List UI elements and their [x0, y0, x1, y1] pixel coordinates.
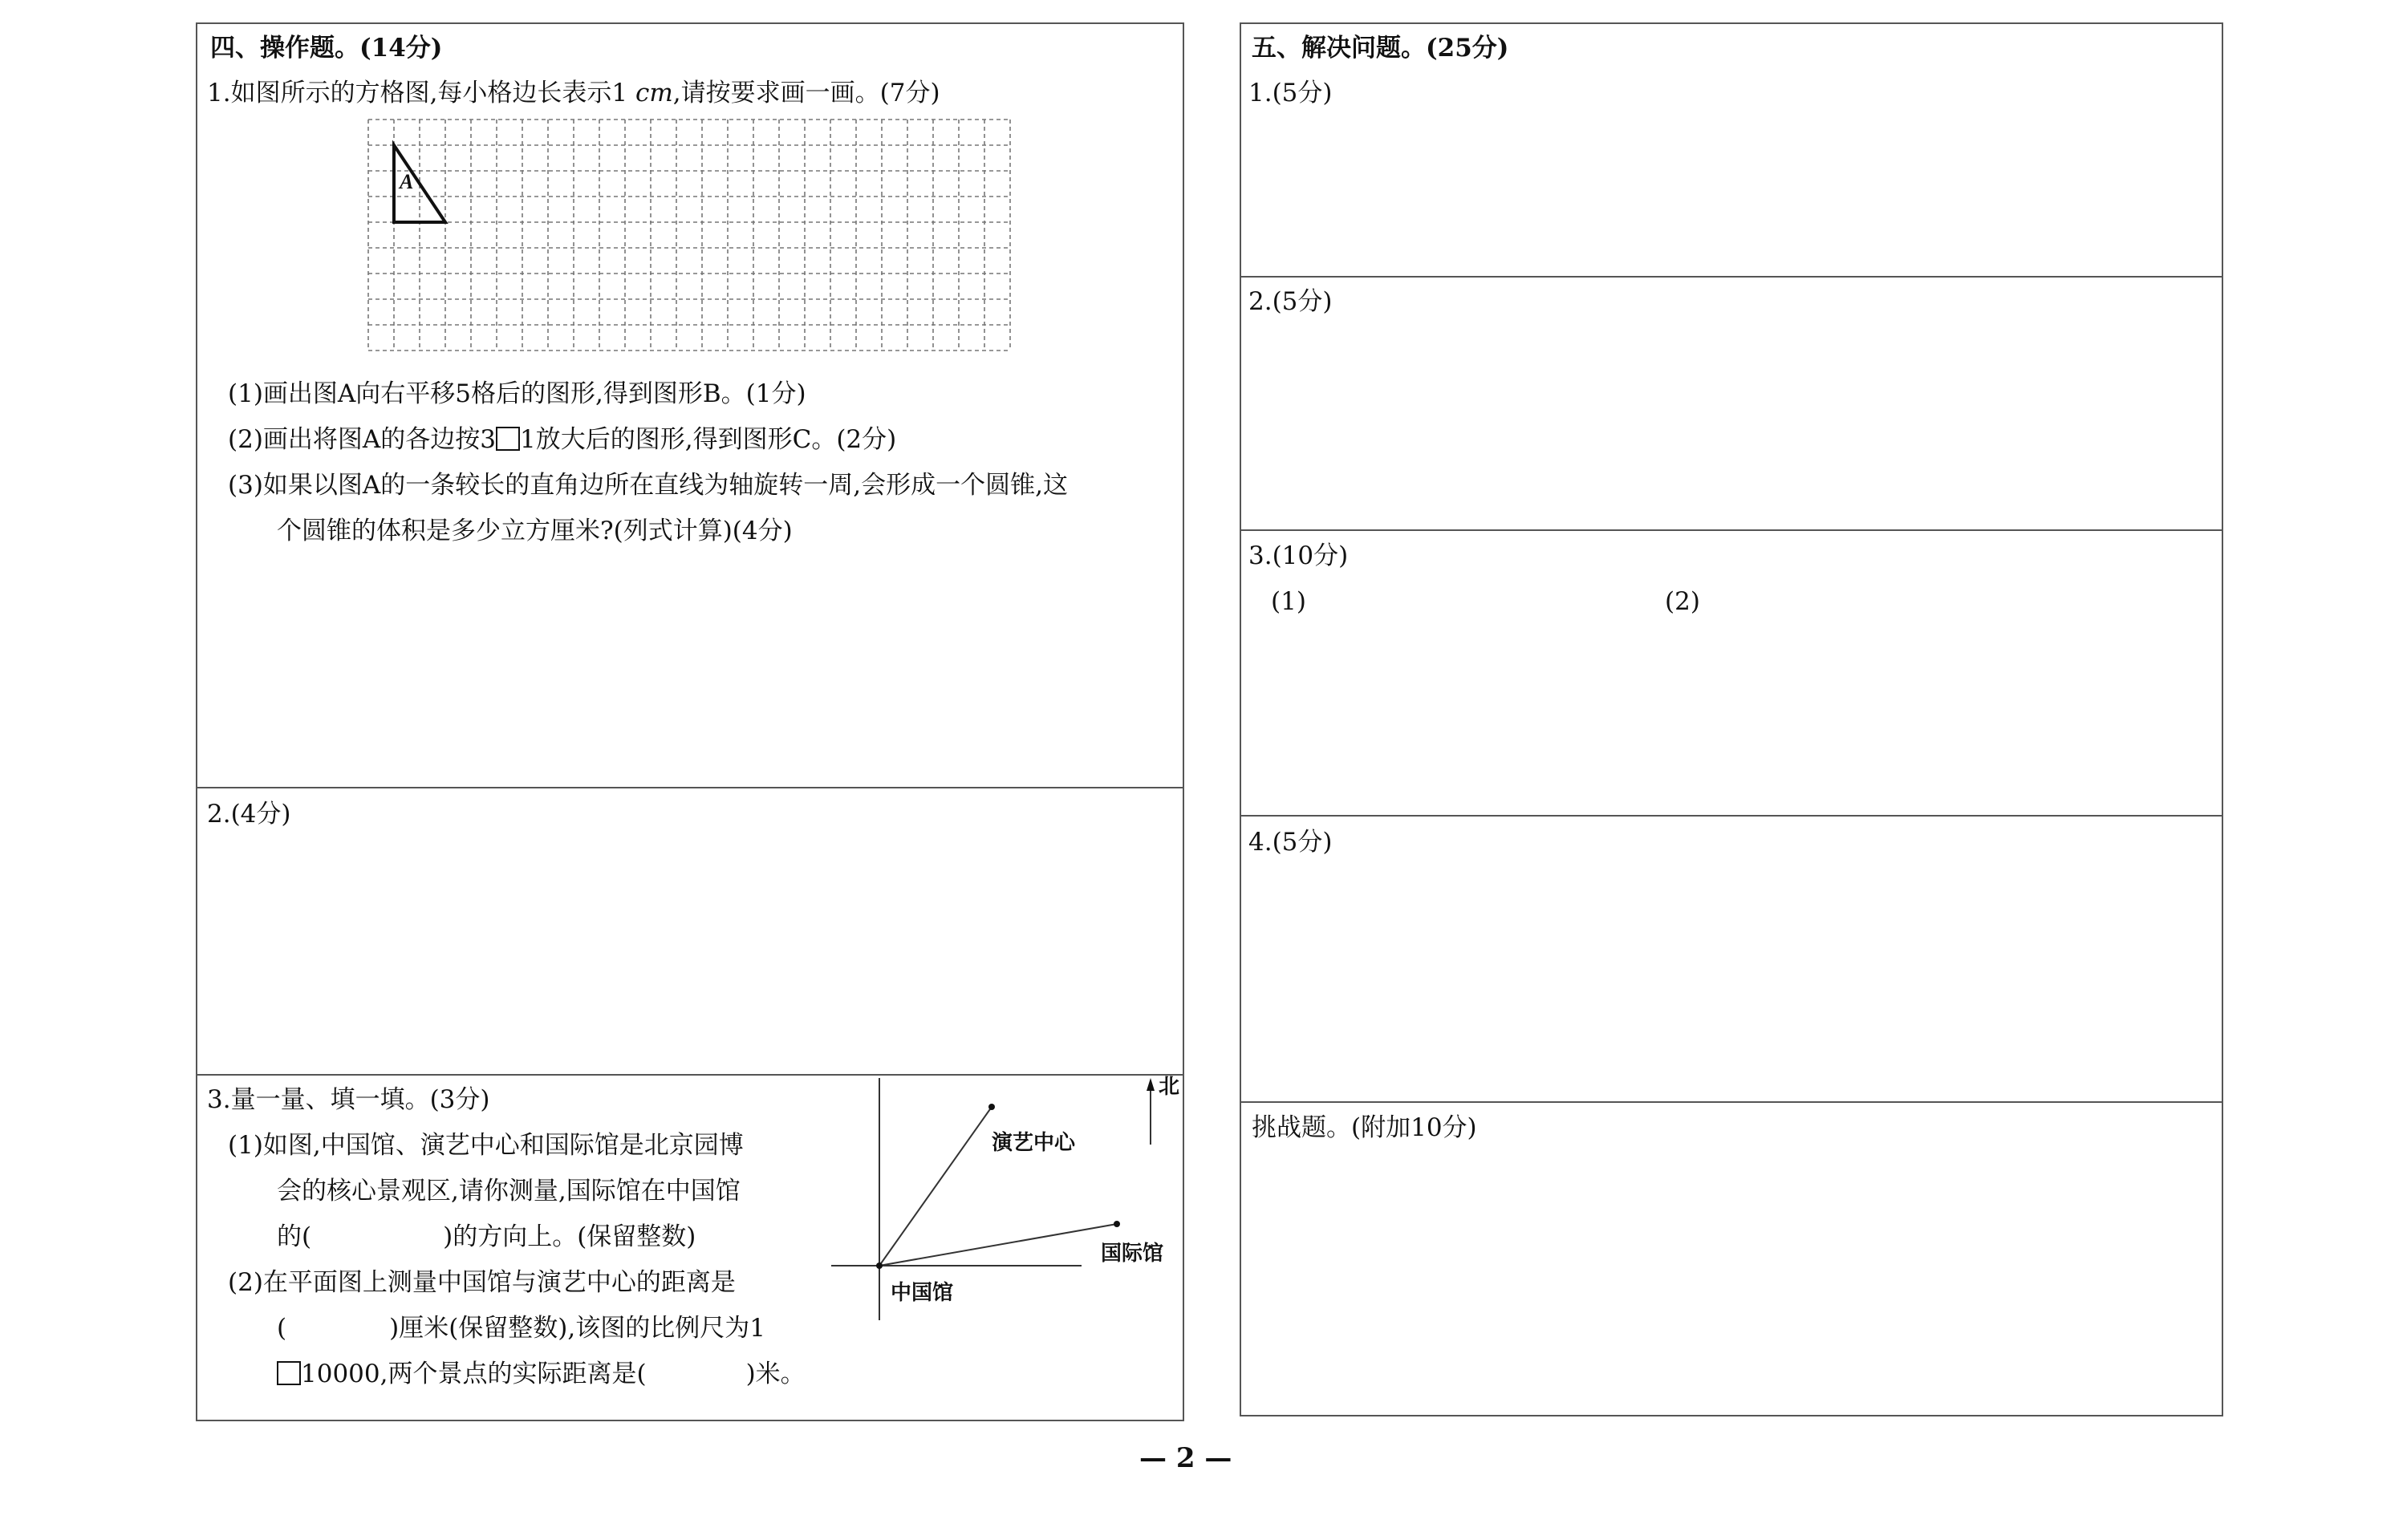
ratio-box[interactable] — [496, 427, 520, 451]
right-q1-label: 1.(5分) — [1248, 79, 1333, 107]
right-q2-label: 2.(5分) — [1248, 287, 1333, 316]
q3-sub2-line3 — [277, 1358, 806, 1390]
q3-sub1-line3 — [277, 1221, 696, 1253]
q3-sub2-line2-a: ( — [277, 1314, 287, 1343]
q3-sub1-line2: 会的核心景观区,请你测量,国际馆在中国馆 — [277, 1177, 741, 1206]
challenge-label: 挑战题。(附加10分) — [1252, 1113, 1477, 1142]
q1-prompt-a: 1.如图所示的方格图,每小格边长表示1 — [207, 79, 628, 107]
section-four-title: 四、操作题。(14分) — [210, 34, 443, 63]
right-q3-label: 3.(10分) — [1248, 541, 1349, 570]
q3-sub2-line1: (2)在平面图上测量中国馆与演艺中心的距离是 — [228, 1268, 736, 1297]
right-q4-label: 4.(5分) — [1248, 828, 1333, 857]
right-divider-1 — [1240, 276, 2223, 278]
right-divider-4 — [1240, 1101, 2223, 1103]
triangle-a-label: A — [400, 170, 414, 193]
china-pavilion-point — [876, 1262, 883, 1269]
intl-pavilion-label: 国际馆 — [1101, 1242, 1164, 1266]
intl-pavilion-point — [1114, 1221, 1120, 1227]
q3-sub1-line1: (1)如图,中国馆、演艺中心和国际馆是北京园博 — [228, 1131, 744, 1160]
north-arrow-head — [1147, 1078, 1155, 1091]
north-label: 北 — [1159, 1075, 1180, 1099]
q3-sub2-line3-a: 10000,两个景点的实际距离是( — [301, 1360, 647, 1388]
grid-lines — [368, 120, 1010, 351]
q3-sub1-line3-a: 的( — [277, 1222, 312, 1251]
right-divider-2 — [1240, 529, 2223, 531]
q3-sub2-line2 — [277, 1312, 765, 1344]
q1-sub3-line1: (3)如果以图A的一条较长的直角边所在直线为轴旋转一周,会形成一个圆锥,这 — [228, 471, 1069, 500]
left-divider-1 — [196, 787, 1184, 788]
q3-sub2-line2-b: )厘米(保留整数),该图的比例尺为1 — [389, 1314, 765, 1343]
q1-sub2 — [228, 424, 896, 456]
q1-sub2-b: 1放大后的图形,得到图形C。(2分) — [520, 425, 897, 454]
right-panel — [1240, 22, 2223, 1416]
scale-box[interactable] — [277, 1361, 301, 1385]
grid-figure — [368, 120, 1010, 354]
q3-sub2-line3-b: )米。 — [745, 1360, 806, 1388]
q1-sub1: (1)画出图A向右平移5格后的图形,得到图形B。(1分) — [228, 379, 806, 408]
page-number: — 2 — — [1139, 1442, 1232, 1474]
line-to-intl-pavilion — [879, 1224, 1117, 1266]
q1-prompt — [207, 77, 940, 109]
china-pavilion-label: 中国馆 — [891, 1281, 954, 1305]
right-divider-3 — [1240, 815, 2223, 817]
q1-unit: cm — [635, 79, 673, 107]
section-five-title: 五、解决问题。(25分) — [1252, 34, 1509, 63]
q1-prompt-b: ,请按要求画一画。(7分) — [672, 79, 940, 107]
left-q2-label: 2.(4分) — [207, 800, 291, 829]
line-to-arts-center — [879, 1107, 992, 1266]
arts-center-label: 演艺中心 — [992, 1131, 1076, 1155]
left-q3-label: 3.量一量、填一填。(3分) — [207, 1085, 490, 1114]
q1-sub3-line2: 个圆锥的体积是多少立方厘米?(列式计算)(4分) — [277, 517, 793, 545]
q3-sub1-line3-b: )的方向上。(保留整数) — [443, 1222, 696, 1251]
right-q3-sub1: (1) — [1271, 587, 1306, 616]
arts-center-point — [988, 1104, 995, 1110]
map-diagram — [791, 1067, 1184, 1323]
right-q3-sub2: (2) — [1665, 587, 1700, 616]
q1-sub2-a: (2)画出将图A的各边按3 — [228, 425, 497, 454]
